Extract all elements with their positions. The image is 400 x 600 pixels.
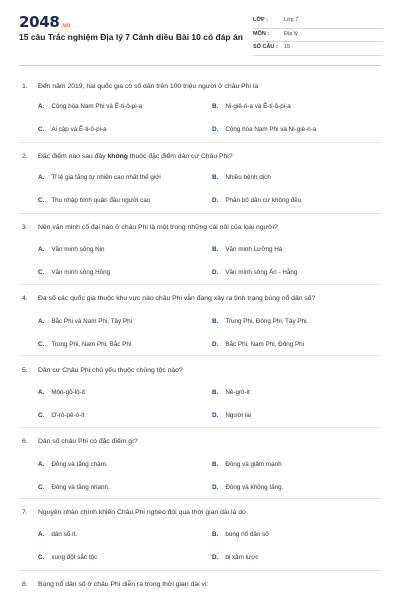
- question-number: 6.: [22, 438, 28, 445]
- option-text: bị xâm lược: [225, 554, 259, 561]
- logo-suffix: .vn: [60, 22, 71, 29]
- option-text: Bắc Phi và Nam Phi, Tây Phi: [51, 318, 133, 325]
- question-number: 2.: [22, 153, 28, 160]
- question-text-part: Đa số các quốc gia thuộc khu vực nào châu Phi vẫn đang xảy ra tình trạng bùng nổ dân số?: [38, 295, 316, 302]
- site-logo[interactable]: [19, 13, 70, 31]
- option-text: Nê-grô-it: [225, 389, 250, 396]
- option-key: C.: [38, 412, 45, 419]
- question-divider: [19, 284, 381, 285]
- question-text: [38, 581, 209, 588]
- option-a[interactable]: [38, 531, 77, 538]
- question-text-part: Đặc điểm nào sau đây: [38, 153, 108, 160]
- option-key: D.: [212, 197, 219, 204]
- option-key: D.: [212, 126, 219, 133]
- option-text: xung đột sắc tộc: [51, 554, 98, 561]
- option-key: A.: [38, 246, 45, 253]
- option-b[interactable]: [212, 103, 291, 110]
- question-number: 8.: [22, 581, 28, 588]
- question-text-part: Bùng nổ dân số ở châu Phi diễn ra trong thời gian dài vì:: [38, 581, 209, 588]
- question-number: 5.: [22, 367, 28, 374]
- option-a[interactable]: [38, 103, 142, 110]
- option-key: B.: [212, 103, 219, 110]
- option-key: D.: [212, 484, 219, 491]
- option-text: Văn minh sông Nin: [51, 246, 105, 253]
- option-a[interactable]: [38, 246, 105, 253]
- option-key: B.: [212, 531, 219, 538]
- question-text: [38, 295, 315, 302]
- question-text-part: Nền văn minh cổ đại nào ở châu Phi là một trong những cái nôi của loài người?: [38, 224, 278, 231]
- option-text: Thu nhập bình quân đầu người cao: [51, 197, 151, 204]
- option-text: Trung Phi, Đông Phi, Tây Phi.: [225, 318, 309, 325]
- option-b[interactable]: [212, 389, 250, 396]
- question-text-part: thuộc đặc điểm dân cư Châu Phi?: [127, 153, 233, 160]
- option-a[interactable]: [38, 389, 85, 396]
- option-key: B.: [212, 174, 219, 181]
- option-text: Đông và không tăng.: [225, 484, 284, 491]
- question-divider: [19, 142, 381, 143]
- option-text: bùng nổ dân số: [225, 531, 269, 538]
- meta-row-class: [253, 15, 383, 29]
- meta-value: Địa lý: [284, 30, 298, 37]
- meta-label: MÔN :: [253, 30, 270, 37]
- option-d[interactable]: [212, 197, 301, 204]
- option-c[interactable]: [38, 269, 110, 276]
- option-b[interactable]: [212, 531, 269, 538]
- option-text: Đông và tăng nhanh.: [51, 484, 110, 491]
- document-header: [0, 0, 400, 66]
- question-divider: [19, 570, 381, 571]
- meta-label: SỐ CÂU :: [253, 44, 278, 50]
- question-number: 4.: [22, 295, 28, 302]
- option-text: Phân bố dân cư không đều: [225, 197, 302, 204]
- option-c[interactable]: [38, 412, 84, 419]
- option-key: C.: [38, 484, 45, 491]
- option-text: dân số ít.: [51, 531, 78, 538]
- option-key: A.: [38, 103, 45, 110]
- option-key: B.: [212, 461, 219, 468]
- option-b[interactable]: [212, 246, 282, 253]
- option-c[interactable]: [38, 341, 131, 348]
- option-key: A.: [38, 389, 45, 396]
- question-text-part: Nguyên nhân chính khiến Châu Phi nghèo đói qua thời gian dài là do: [38, 509, 246, 516]
- option-text: Ơ-rô-pê-ô-it: [51, 412, 85, 419]
- option-text: Người lai: [225, 412, 252, 419]
- option-text: Tỉ lệ gia tăng tự nhiên cao nhất thế giới: [51, 174, 161, 181]
- option-d[interactable]: [212, 554, 259, 561]
- meta-row-question-count: [253, 42, 383, 56]
- option-b[interactable]: [212, 461, 282, 468]
- option-a[interactable]: [38, 461, 108, 468]
- question-divider: [19, 427, 381, 428]
- option-b[interactable]: [212, 318, 308, 325]
- option-text: Ai cập và Ê-ti-ô-pi-a: [51, 126, 107, 133]
- meta-value: 15: [284, 44, 291, 50]
- option-d[interactable]: [212, 484, 283, 491]
- option-key: A.: [38, 174, 45, 181]
- question-divider: [19, 213, 381, 214]
- question-text-part: Dân cư Châu Phi chủ yếu thuộc chủng tộc nào?: [38, 367, 183, 374]
- document-title: 15 câu Trắc nghiệm Địa lý 7 Cánh diều Bài 10 có đáp án: [19, 32, 243, 42]
- question-number: 7.: [22, 509, 28, 516]
- option-text: Trung Phi, Nam Phi, Bắc Phi: [51, 341, 132, 348]
- option-d[interactable]: [212, 341, 304, 348]
- question-text: [38, 438, 138, 445]
- question-text: [38, 367, 183, 374]
- option-text: Văn minh Lưỡng Hà: [225, 246, 283, 253]
- question-text: [38, 153, 233, 160]
- question-text: [38, 224, 278, 231]
- header-divider: [19, 65, 381, 66]
- option-text: Nhiều bệnh dịch: [225, 174, 271, 181]
- option-key: C.: [38, 341, 45, 348]
- question-number: 3.: [22, 224, 28, 231]
- option-text: Môn-gô-lô-it: [51, 389, 85, 396]
- option-key: C.: [38, 126, 45, 133]
- option-key: C.: [38, 554, 45, 561]
- option-a[interactable]: [38, 318, 132, 325]
- question-text: [38, 509, 246, 516]
- meta-value: Lớp 7: [284, 17, 299, 23]
- option-key: D.: [212, 341, 219, 348]
- option-text: Đông và tăng chậm.: [51, 461, 108, 468]
- option-key: B.: [212, 389, 219, 396]
- option-c[interactable]: [38, 126, 107, 133]
- question-text-emphasis: không: [107, 153, 128, 160]
- option-text: Cộng hòa Nam Phi và Ê-ti-ô-pi-a: [51, 103, 143, 110]
- question-text-part: Dân số châu Phi có đặc điểm gì?: [38, 438, 138, 445]
- option-d[interactable]: [212, 412, 251, 419]
- option-text: Đông và giảm mạnh: [225, 461, 282, 468]
- option-key: D.: [212, 412, 219, 419]
- option-key: C.: [38, 269, 45, 276]
- option-text: Bắc Phi, Nam Phi, Đông Phi: [225, 341, 305, 348]
- option-key: B.: [212, 318, 219, 325]
- meta-label: LỚP :: [253, 17, 268, 23]
- option-text: Văn minh sông Ấn - Hằng: [225, 269, 298, 276]
- option-text: Văn minh sông Hồng: [51, 269, 111, 276]
- option-c[interactable]: [38, 554, 97, 561]
- option-b[interactable]: [212, 174, 271, 181]
- option-text: Ni-giê-ri-a và Ê-ti-ô-pi-a: [225, 103, 291, 110]
- question-divider: [19, 498, 381, 499]
- document-meta-table: [253, 15, 383, 56]
- option-text: Cộng hòa Nam Phi và Ni-giê-ri-a: [225, 126, 317, 133]
- question-divider: [19, 355, 381, 356]
- option-key: C.: [38, 197, 45, 204]
- question-text: [38, 83, 258, 90]
- option-key: D.: [212, 554, 219, 561]
- question-text-part: Đến năm 2019, hai quốc gia có số dân trên 100 triệu người ở châu Phi là: [38, 83, 259, 90]
- option-key: A.: [38, 531, 45, 538]
- meta-row-subject: [253, 29, 383, 43]
- option-key: A.: [38, 318, 45, 325]
- option-c[interactable]: [38, 197, 150, 204]
- logo-text: 2048: [19, 13, 60, 31]
- option-d[interactable]: [212, 126, 316, 133]
- option-key: D.: [212, 269, 219, 276]
- option-a[interactable]: [38, 174, 161, 181]
- option-key: A.: [38, 461, 45, 468]
- option-c[interactable]: [38, 484, 110, 491]
- question-number: 1.: [22, 83, 28, 90]
- option-key: B.: [212, 246, 219, 253]
- option-d[interactable]: [212, 269, 297, 276]
